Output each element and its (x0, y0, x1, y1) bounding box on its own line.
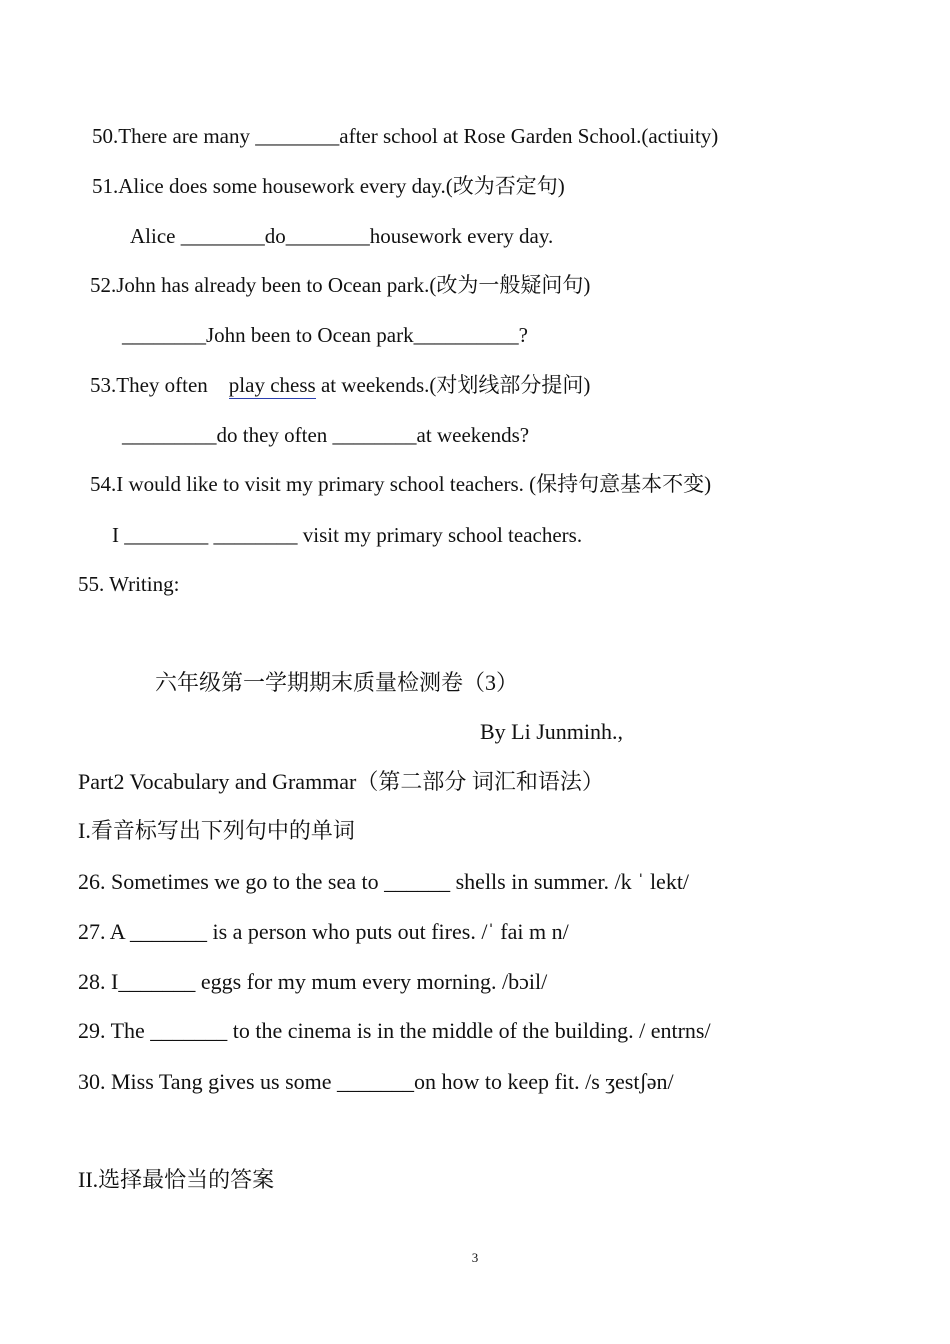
question-53-answer-line: _________do they often ________at weekends? (122, 423, 530, 447)
item-26: 26. Sometimes we go to the sea to ______ shells in summer. /k ˈ lekt/ (78, 869, 690, 894)
page-number: 3 (471, 1250, 479, 1265)
question-54: 54.I would like to visit my primary school teachers. (保持句意基本不变) (90, 472, 712, 496)
question-55: 55. Writing: (78, 572, 180, 596)
question-54-answer-line: I ________ ________ visit my primary school teachers. (112, 523, 583, 547)
question-53-underlined-phrase: play chess (228, 373, 316, 397)
question-52-answer-line: ________John been to Ocean park__________? (122, 323, 528, 347)
question-52: 52.John has already been to Ocean park.(改为一般疑问句) (90, 273, 591, 297)
section-1-heading: I.看音标写出下列句中的单词 (78, 818, 355, 843)
question-51: 51.Alice does some housework every day.(改为否定句) (92, 174, 565, 198)
section-2-heading: II.选择最恰当的答案 (78, 1167, 275, 1192)
item-28: 28. I_______ eggs for my mum every morning. /bɔil/ (78, 969, 548, 994)
question-50: 50.There are many ________after school at Rose Garden School.(actiuity) (92, 124, 719, 148)
question-53-prefix: 53.They often (90, 373, 208, 397)
question-51-answer-line: Alice ________do________housework every day. (130, 224, 554, 248)
item-30: 30. Miss Tang gives us some _______on how to keep fit. /s ʒestʃən/ (78, 1069, 674, 1094)
part-heading: Part2 Vocabulary and Grammar（第二部分 词汇和语法） (78, 769, 604, 794)
paper-author: By Li Junminh., (480, 719, 624, 744)
question-53-suffix: at weekends.(对划线部分提问) (320, 373, 591, 397)
question-53 (90, 372, 590, 398)
item-29: 29. The _______ to the cinema is in the middle of the building. / entrns/ (78, 1018, 711, 1043)
paper-title: 六年级第一学期期末质量检测卷（3） (155, 670, 519, 695)
item-27: 27. A _______ is a person who puts out fires. /ˈ fai m n/ (78, 919, 569, 944)
